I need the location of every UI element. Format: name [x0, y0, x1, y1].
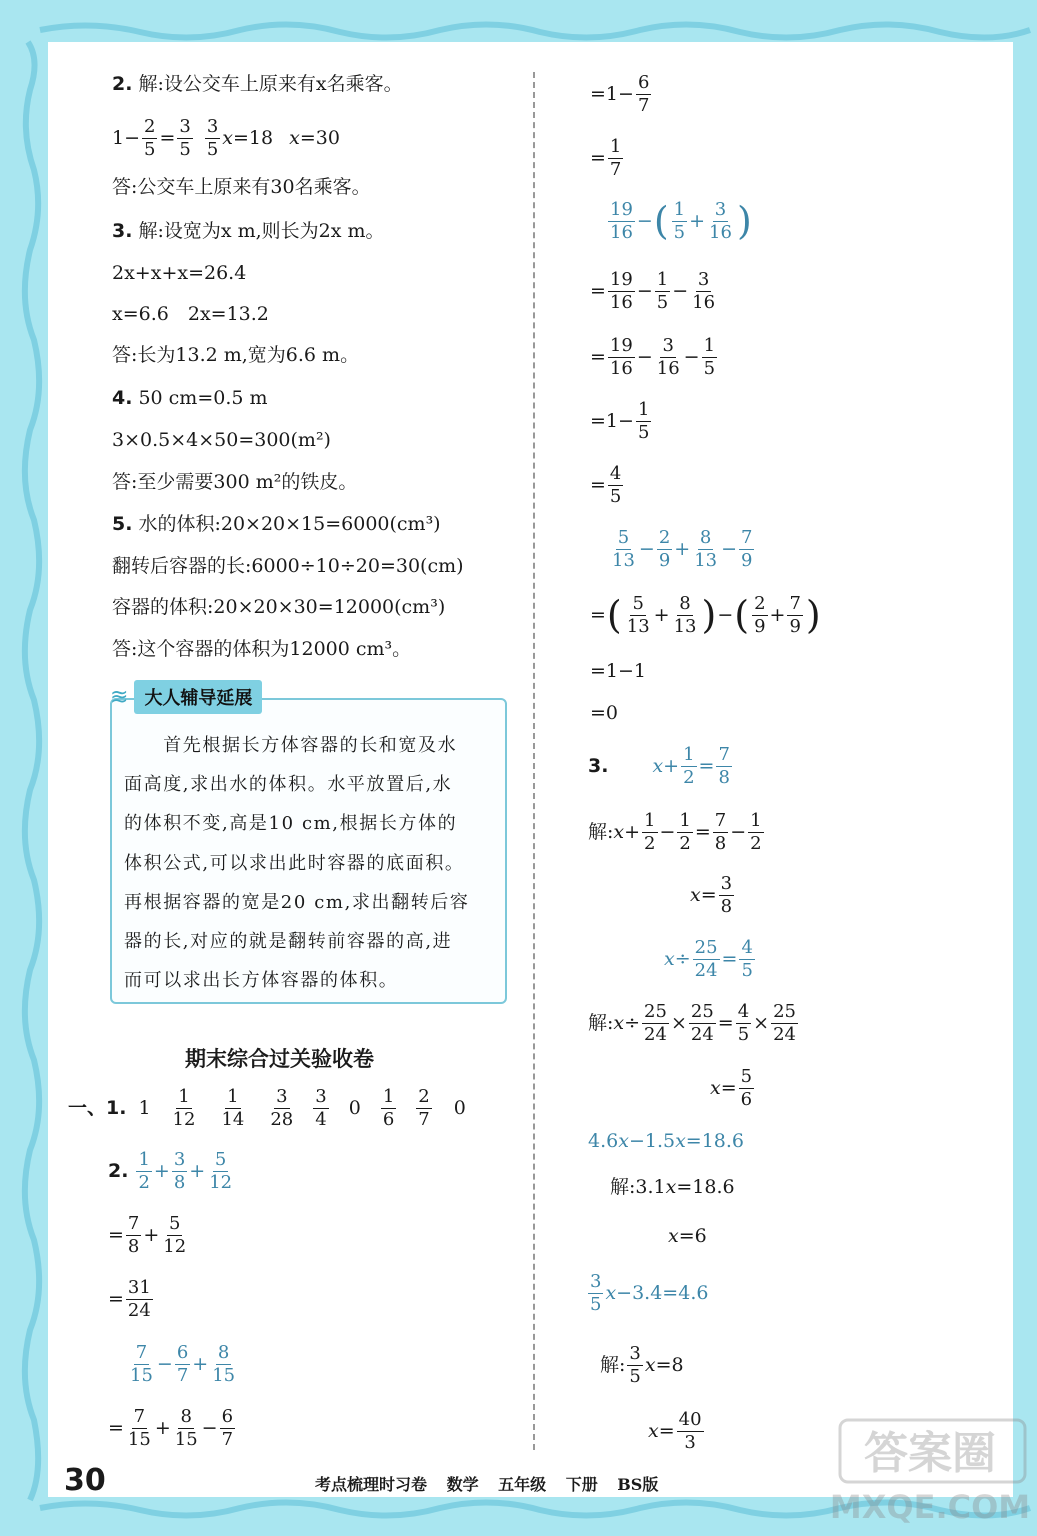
q5-line-1 [112, 515, 441, 534]
part1-q1-answers [68, 1087, 466, 1130]
part1-q2-expr2: $\frac{7}{15}$ − $\frac{6}{7}$ + $\frac{8}{15}$ [130, 1342, 236, 1386]
solve-line: 解: x + $\frac{1}{2}$ − $\frac{1}{2}$ = $\frac{7}{8}$ − $\frac{1}{2}$ [588, 810, 762, 854]
q3-solution: x=6.6 2x=13.2 [112, 303, 269, 325]
step-line: =1− $\frac{6}{7}$ [590, 72, 650, 116]
fraction: $\frac{2}{7}$ [418, 1086, 430, 1130]
footer-text: 考点梳理时习卷 数学 五年级 下册 BS版 [315, 1475, 659, 1494]
step-line: = $\frac{7}{8}$ + $\frac{5}{12}$ [108, 1213, 187, 1257]
guide-line: 面高度,求出水的体积。水平放置后,水 [124, 774, 453, 795]
q5-number: 5. [112, 513, 133, 535]
q5-water-volume: 水的体积:20×20×15=6000(cm³) [138, 513, 441, 535]
q5-line-2: 翻转后容器的长:6000÷10÷20=30(cm) [112, 555, 464, 577]
q3-setup-text: 解:设宽为x m,则长为2x m。 [138, 220, 385, 242]
wave-icon: ≋ [110, 684, 129, 710]
expression-4: $\frac{5}{13}$ − $\frac{2}{9}$ + $\frac{8}{13}$ − $\frac{7}{9}$ [612, 527, 753, 571]
svg-text:MXQE.COM: MXQE.COM [830, 1488, 1030, 1526]
part1-q1-label: 一、1. [68, 1096, 127, 1119]
q2-equation: 1− $\frac{2}{5}$ = $\frac{3}{5}$ $\frac{3}{5}$ x =18 x =30 [112, 116, 340, 160]
step-line: = $\frac{1}{7}$ [590, 136, 622, 180]
solve-line: 解: 3.1 x =18.6 [610, 1176, 735, 1198]
guide-line: 体积公式,可以求出此时容器的底面积。 [124, 853, 465, 874]
q2-number: 2. [112, 73, 133, 95]
equation-4: $\frac{3}{5}$ x −3.4=4.6 [590, 1271, 709, 1315]
step-line: = $\frac{19}{16}$ − $\frac{3}{16}$ − $\frac{1}{5}$ [590, 335, 716, 379]
q2-answer: 答:公交车上原来有30名乘客。 [112, 176, 371, 198]
q5-answer: 答:这个容器的体积为12000 cm³。 [112, 638, 412, 660]
step-line: = $\frac{19}{16}$ − $\frac{1}{5}$ − $\frac{3}{16}$ [590, 269, 716, 313]
column-divider [533, 72, 535, 1450]
q3-answer: 答:长为13.2 m,宽为6.6 m。 [112, 344, 360, 366]
q4-conversion: 50 cm=0.5 m [138, 387, 268, 409]
solve-label: 解: [600, 1353, 626, 1376]
section-title: 期末综合过关验收卷 [185, 1047, 374, 1071]
expression-3: $\frac{19}{16}$ − ( $\frac{1}{5}$ + $\frac{3}{16}$ ) [610, 199, 752, 244]
step-line: x = $\frac{40}{3}$ [648, 1409, 702, 1453]
q3-equation: 2x+x+x=26.4 [112, 262, 247, 284]
step-line: = ( $\frac{5}{13}$ + $\frac{8}{13}$ ) − ( $\frac{2}{9}$ + $\frac{7}{9}$ ) [590, 593, 821, 638]
solve-line: 解: x ÷ $\frac{25}{24}$ × $\frac{25}{24}$ = $\frac{4}{5}$ × $\frac{25}{24}$ [588, 1001, 796, 1045]
q4-number: 4. [112, 387, 133, 409]
q3-number: 3. [112, 220, 133, 242]
watermark-logo [830, 1410, 1030, 1530]
q4-answer: 答:至少需要300 m²的铁皮。 [112, 471, 358, 493]
step-line: =1− $\frac{1}{5}$ [590, 399, 650, 443]
part1-q2-label: 2. [108, 1159, 129, 1182]
fraction: $\frac{3}{5}$ [206, 116, 219, 160]
q4-calculation: 3×0.5×4×50=300(m²) [112, 429, 331, 451]
q2-setup-text: 解:设公交车上原来有x名乘客。 [138, 73, 403, 95]
q4-conversion-line [112, 389, 268, 408]
fraction: $\frac{3}{4}$ [315, 1086, 327, 1130]
fraction: $\frac{1}{14}$ [221, 1086, 245, 1130]
step-line: x = $\frac{5}{6}$ [710, 1066, 753, 1110]
r-q3-line: 3. x + $\frac{1}{2}$ = $\frac{7}{8}$ [588, 744, 730, 788]
fraction: $\frac{1}{12}$ [172, 1086, 196, 1130]
solve-label: 解: [588, 1011, 614, 1034]
equation-3: 4.6 x −1.5 x =18.6 [588, 1130, 745, 1152]
q2-setup-line [112, 75, 403, 94]
guide-line: 再根据容器的宽是20 cm,求出翻转后容 [124, 892, 470, 913]
fraction: $\frac{3}{5}$ [179, 116, 191, 160]
part1-q2-expr1: 2. $\frac{1}{2}$ + $\frac{3}{8}$ + $\frac{5}{12}$ [108, 1149, 233, 1193]
guide-tag [110, 682, 262, 712]
q3-setup-line [112, 222, 385, 241]
step-line: =1−1 [590, 660, 647, 682]
guide-line: 而可以求出长方体容器的体积。 [124, 970, 399, 991]
solve-label: 解: [588, 820, 614, 843]
step-line: x =6 [668, 1225, 707, 1247]
guide-line: 的体积不变,高是10 cm,根据长方体的 [124, 813, 458, 834]
step-line: = $\frac{7}{15}$ + $\frac{8}{15}$ − $\frac{6}{7}$ [108, 1406, 234, 1450]
answer-value: 0 [453, 1096, 466, 1119]
answer-value: 1 [138, 1096, 151, 1119]
guide-line: 首先根据长方体容器的长和宽及水 [124, 735, 458, 756]
guide-line: 器的长,对应的就是翻转前容器的高,进 [124, 931, 453, 952]
step-line: =0 [590, 702, 619, 724]
solve-label: 解: [610, 1176, 636, 1198]
page-number: 30 [64, 1463, 106, 1498]
step-line: = $\frac{31}{24}$ [108, 1277, 151, 1321]
step-line: x = $\frac{3}{8}$ [690, 873, 733, 917]
step-line: = $\frac{4}{5}$ [590, 463, 622, 507]
answer-value: 0 [348, 1096, 361, 1119]
q5-line-3: 容器的体积:20×20×30=12000(cm³) [112, 596, 446, 618]
fraction: $\frac{2}{5}$ [144, 116, 156, 160]
fraction: $\frac{1}{6}$ [382, 1086, 395, 1130]
equation-2: x ÷ $\frac{25}{24}$ = $\frac{4}{5}$ [664, 937, 753, 981]
guide-tag-label: 大人辅导延展 [134, 680, 262, 714]
svg-text:答案圈: 答案圈 [864, 1428, 996, 1479]
r-q3-label: 3. [588, 754, 609, 777]
fraction: $\frac{3}{28}$ [270, 1086, 294, 1130]
solve-line: 解: $\frac{3}{5}$ x =8 [600, 1343, 684, 1387]
